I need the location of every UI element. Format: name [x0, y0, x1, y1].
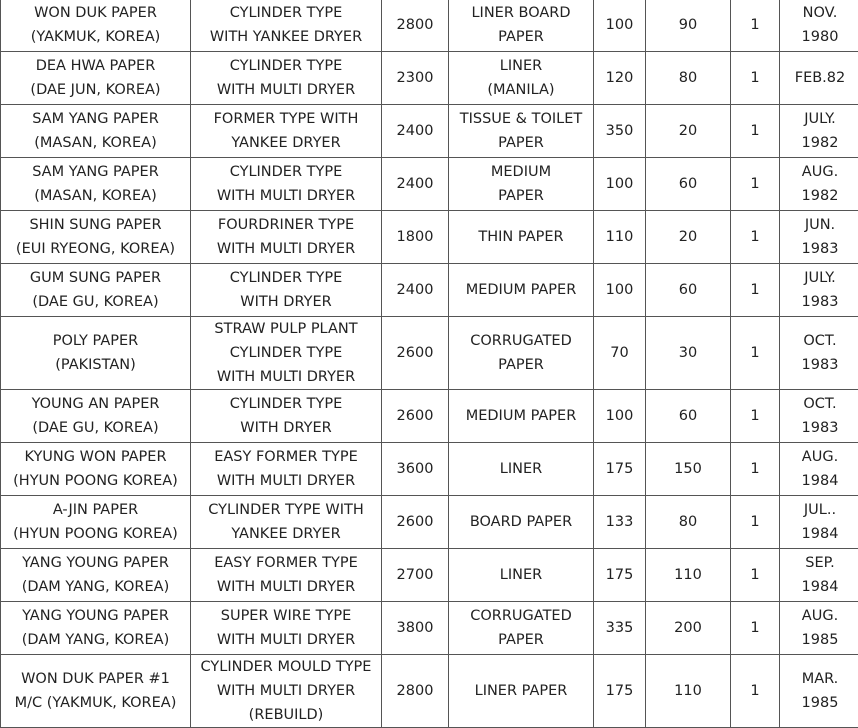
product-cell: LINER BOARD PAPER: [449, 0, 594, 52]
speed-cell: 110: [594, 211, 646, 264]
quantity-cell: 1: [731, 211, 780, 264]
table-row: [1, 655, 858, 728]
quantity-cell: 1: [731, 0, 780, 52]
width-cell: 1800: [382, 211, 449, 264]
machine-type-cell: FORMER TYPE WITH YANKEE DRYER: [191, 105, 382, 158]
machine-type-cell: CYLINDER TYPE WITH MULTI DRYER: [191, 158, 382, 211]
date-cell: NOV. 1980: [780, 0, 858, 52]
machine-type-cell: CYLINDER TYPE WITH DRYER: [191, 264, 382, 317]
quantity-cell: 1: [731, 496, 780, 549]
capacity-cell: 60: [646, 390, 731, 443]
table-row: [1, 264, 858, 317]
quantity-cell: 1: [731, 549, 780, 602]
quantity-cell: 1: [731, 443, 780, 496]
table-row: [1, 443, 858, 496]
capacity-cell: 150: [646, 443, 731, 496]
capacity-cell: 60: [646, 264, 731, 317]
table-body: [1, 0, 858, 728]
table-row: [1, 211, 858, 264]
quantity-cell: 1: [731, 317, 780, 390]
quantity-cell: 1: [731, 158, 780, 211]
width-cell: 2600: [382, 317, 449, 390]
date-cell: AUG. 1984: [780, 443, 858, 496]
width-cell: 2400: [382, 158, 449, 211]
width-cell: 2400: [382, 264, 449, 317]
machine-type-cell: CYLINDER TYPE WITH DRYER: [191, 390, 382, 443]
quantity-cell: 1: [731, 264, 780, 317]
product-cell: LINER (MANILA): [449, 52, 594, 105]
speed-cell: 100: [594, 264, 646, 317]
date-cell: OCT. 1983: [780, 317, 858, 390]
date-cell: MAR. 1985: [780, 655, 858, 728]
date-cell: AUG. 1985: [780, 602, 858, 655]
client-cell: YOUNG AN PAPER (DAE GU, KOREA): [1, 390, 191, 443]
client-cell: KYUNG WON PAPER (HYUN POONG KOREA): [1, 443, 191, 496]
table-row: [1, 602, 858, 655]
width-cell: 2300: [382, 52, 449, 105]
machine-type-cell: CYLINDER TYPE WITH YANKEE DRYER: [191, 0, 382, 52]
product-cell: TISSUE & TOILET PAPER: [449, 105, 594, 158]
width-cell: 2600: [382, 390, 449, 443]
speed-cell: 175: [594, 655, 646, 728]
machine-type-cell: FOURDRINER TYPE WITH MULTI DRYER: [191, 211, 382, 264]
product-cell: MEDIUM PAPER: [449, 158, 594, 211]
machine-type-cell: CYLINDER TYPE WITH YANKEE DRYER: [191, 496, 382, 549]
machine-type-cell: SUPER WIRE TYPE WITH MULTI DRYER: [191, 602, 382, 655]
capacity-cell: 110: [646, 655, 731, 728]
speed-cell: 350: [594, 105, 646, 158]
table-row: [1, 496, 858, 549]
width-cell: 2600: [382, 496, 449, 549]
product-cell: MEDIUM PAPER: [449, 390, 594, 443]
speed-cell: 175: [594, 443, 646, 496]
table-row: [1, 0, 858, 52]
client-cell: SHIN SUNG PAPER (EUI RYEONG, KOREA): [1, 211, 191, 264]
product-cell: CORRUGATED PAPER: [449, 602, 594, 655]
client-cell: WON DUK PAPER (YAKMUK, KOREA): [1, 0, 191, 52]
date-cell: JUL.. 1984: [780, 496, 858, 549]
product-cell: LINER: [449, 443, 594, 496]
date-cell: AUG. 1982: [780, 158, 858, 211]
client-cell: A-JIN PAPER (HYUN POONG KOREA): [1, 496, 191, 549]
speed-cell: 175: [594, 549, 646, 602]
quantity-cell: 1: [731, 655, 780, 728]
machine-type-cell: CYLINDER TYPE WITH MULTI DRYER: [191, 52, 382, 105]
product-cell: BOARD PAPER: [449, 496, 594, 549]
speed-cell: 100: [594, 158, 646, 211]
machine-type-cell: STRAW PULP PLANT CYLINDER TYPE WITH MULTI DRYER: [191, 317, 382, 390]
capacity-cell: 200: [646, 602, 731, 655]
capacity-cell: 20: [646, 105, 731, 158]
date-cell: JULY. 1983: [780, 264, 858, 317]
client-cell: DEA HWA PAPER (DAE JUN, KOREA): [1, 52, 191, 105]
table-row: [1, 549, 858, 602]
speed-cell: 100: [594, 0, 646, 52]
speed-cell: 133: [594, 496, 646, 549]
quantity-cell: 1: [731, 602, 780, 655]
machine-type-cell: EASY FORMER TYPE WITH MULTI DRYER: [191, 443, 382, 496]
quantity-cell: 1: [731, 52, 780, 105]
width-cell: 2800: [382, 655, 449, 728]
width-cell: 2800: [382, 0, 449, 52]
product-cell: LINER PAPER: [449, 655, 594, 728]
capacity-cell: 30: [646, 317, 731, 390]
date-cell: JUN. 1983: [780, 211, 858, 264]
speed-cell: 335: [594, 602, 646, 655]
width-cell: 3800: [382, 602, 449, 655]
table-row: [1, 158, 858, 211]
speed-cell: 100: [594, 390, 646, 443]
table-row: [1, 317, 858, 390]
capacity-cell: 60: [646, 158, 731, 211]
speed-cell: 70: [594, 317, 646, 390]
client-cell: YANG YOUNG PAPER (DAM YANG, KOREA): [1, 602, 191, 655]
client-cell: POLY PAPER (PAKISTAN): [1, 317, 191, 390]
capacity-cell: 110: [646, 549, 731, 602]
capacity-cell: 80: [646, 52, 731, 105]
product-cell: MEDIUM PAPER: [449, 264, 594, 317]
quantity-cell: 1: [731, 105, 780, 158]
speed-cell: 120: [594, 52, 646, 105]
date-cell: JULY. 1982: [780, 105, 858, 158]
client-cell: SAM YANG PAPER (MASAN, KOREA): [1, 105, 191, 158]
width-cell: 2400: [382, 105, 449, 158]
date-cell: OCT. 1983: [780, 390, 858, 443]
table-row: [1, 52, 858, 105]
date-cell: FEB.82: [780, 52, 858, 105]
quantity-cell: 1: [731, 390, 780, 443]
product-cell: CORRUGATED PAPER: [449, 317, 594, 390]
client-cell: YANG YOUNG PAPER (DAM YANG, KOREA): [1, 549, 191, 602]
table-row: [1, 390, 858, 443]
machine-type-cell: CYLINDER MOULD TYPE WITH MULTI DRYER (REBUILD): [191, 655, 382, 728]
client-cell: SAM YANG PAPER (MASAN, KOREA): [1, 158, 191, 211]
capacity-cell: 90: [646, 0, 731, 52]
client-cell: GUM SUNG PAPER (DAE GU, KOREA): [1, 264, 191, 317]
machine-type-cell: EASY FORMER TYPE WITH MULTI DRYER: [191, 549, 382, 602]
width-cell: 2700: [382, 549, 449, 602]
capacity-cell: 80: [646, 496, 731, 549]
product-cell: THIN PAPER: [449, 211, 594, 264]
capacity-cell: 20: [646, 211, 731, 264]
width-cell: 3600: [382, 443, 449, 496]
table-row: [1, 105, 858, 158]
client-cell: WON DUK PAPER #1 M/C (YAKMUK, KOREA): [1, 655, 191, 728]
product-cell: LINER: [449, 549, 594, 602]
date-cell: SEP. 1984: [780, 549, 858, 602]
